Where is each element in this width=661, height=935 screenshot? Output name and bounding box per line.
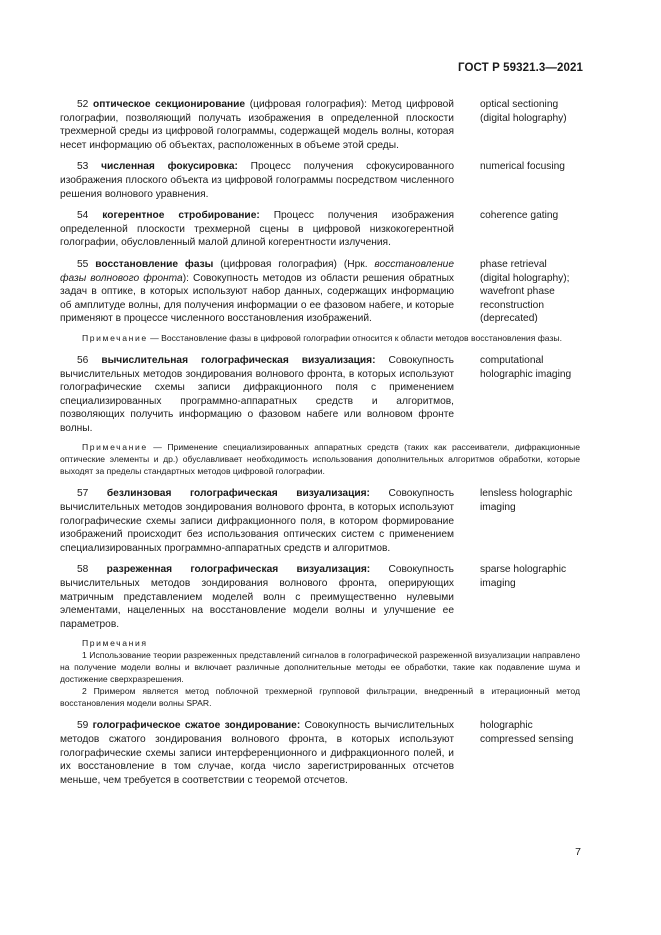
term-definition [60, 160, 454, 201]
note-item-2: 2 Примером является метод поблочной трехмерной групповой фильтрации, внедренный в итерационный метод восстановления модели волны SPAR. [60, 686, 580, 709]
term-title: оптическое секционирование [92, 99, 246, 110]
note-56 [60, 441, 580, 477]
page-number: 7 [575, 846, 581, 858]
definition-text: Совокупность вычислительных методов зондирования волнового фронта, оперирующих матричным представлением моделей волн с преимущественно нулевыми элементами, нацеленных на восстановление модели волны и улучшение ее параметров. [60, 564, 454, 630]
definition-text: (цифровая голография): Метод цифровой голографии, позволяющий получать изображения в определенной плоскости трехмерной среды из цифровой голограммы, содержащей модель волны, которая несет информацию об объектах, расположенных в объеме этой среды. [60, 99, 454, 151]
definition-text: ): Совокупность методов из области решения обратных задач в оптике, в которых используют набор данных, содержащих информацию об амплитуде волны, для получения информации о ее фазовом набеге, и которые применяют в процессе численного восстановления изображений. [60, 272, 454, 325]
term-number: 59 [77, 720, 89, 732]
notes-heading: Примечания [82, 638, 148, 649]
english-equivalent: phase retrieval (digital holography); wavefront phase reconstruction (deprecated) [480, 258, 570, 325]
deprecated-term: восстановление фазы волнового фронта [60, 258, 455, 284]
term-entry-55 [60, 258, 590, 326]
term-number: 52 [77, 99, 89, 110]
term-definition [60, 209, 454, 250]
notes-58 [60, 637, 580, 709]
term-entry-58 [60, 563, 590, 631]
term-title: численная фокусировка: [101, 161, 238, 173]
note-text: — Восстановление фазы в цифровой голографии относится к области методов восстановления фазы. [147, 332, 562, 343]
document-code: ГОСТ Р 59321.3—2021 [458, 62, 583, 74]
note-text: — Применение специализированных аппаратных средств (таких как рассеиватели, дифракционные оптические элементы и др.) обуславливает необходимость использования дополнительных алгоритмов обработки, которые выходят за пределы стандартных методов цифровой голографии. [60, 442, 580, 477]
term-title: разреженная голографическая визуализация: [106, 564, 371, 576]
english-equivalent: sparse holographic imaging [480, 564, 567, 590]
term-entry-52 [60, 98, 590, 152]
term-title: когерентное стробирование: [102, 210, 260, 222]
terms-list [60, 98, 590, 795]
term-number: 54 [77, 210, 89, 222]
term-definition [60, 258, 454, 326]
term-entry-56 [60, 354, 590, 436]
note-label: Примечание [82, 332, 148, 343]
english-equivalent: numerical focusing [480, 161, 565, 173]
note-item-1: 1 Использование теории разреженных представлений сигналов в голографической разреженной визуализации направлено на получение модели волны и включает различные дополнительные методы ее обработки, такие как подавление шума и достижение сверхразрешения. [60, 650, 580, 685]
term-number: 58 [77, 564, 89, 576]
term-definition [60, 563, 454, 631]
term-definition [60, 98, 454, 152]
definition-text: Совокупность вычислительных методов зондирования волнового фронта, в которых используют голографические схемы записи дифракционного поля, в котором формирование изображений происходит без использования оптических систем с применением специализированных программно-аппаратных средств и алгоритмов. [60, 488, 454, 554]
note-55 [60, 332, 580, 344]
term-entry-57 [60, 487, 590, 555]
term-definition [60, 719, 454, 787]
definition-text: (цифровая голография) (Нрк. [213, 258, 375, 270]
term-number: 55 [77, 258, 89, 270]
term-definition [60, 354, 454, 436]
definition-text: Процесс получения сфокусированного изображения плоского объекта из цифровой голограммы посредством численного решения волнового уравнения. [60, 161, 454, 200]
term-entry-59 [60, 719, 590, 787]
term-definition [60, 487, 454, 555]
term-title: голографическое сжатое зондирование: [92, 720, 301, 732]
english-equivalent: computational holographic imaging [480, 354, 572, 380]
term-entry-53 [60, 160, 590, 201]
definition-text: Совокупность вычислительных методов сжатого зондирования волнового фронта, в которых используют голографические схемы записи интерференционного и дифракционного полей, и их восстановление в том случае, когда число зарегистрированных отсчетов меньше, чем требуется в соответствии с теоремой отсчетов. [60, 720, 455, 786]
term-number: 56 [77, 354, 89, 366]
english-equivalent: holographic compressed sensing [480, 720, 574, 745]
term-title: вычислительная голографическая визуализация: [101, 354, 376, 366]
term-title: безлинзовая голографическая визуализация: [106, 488, 370, 500]
note-label: Примечание [82, 442, 148, 453]
definition-text: Процесс получения изображения определенной плоскости трехмерной сцены в цифровой низкокогерентной голографии, обусловленный малой длиной когерентности излучения. [60, 210, 454, 249]
term-number: 57 [77, 488, 89, 500]
term-entry-54 [60, 209, 590, 250]
term-title: восстановление фазы [95, 258, 214, 270]
definition-text: Совокупность вычислительных методов зондирования волнового фронта, в которых используют голографические схемы записи дифракционного поля с применением специализированных программно-аппаратных средств и алгоритмов, позволяющих получить информацию о фазовом набеге или волновом фронте волны. [60, 354, 454, 434]
english-equivalent: lensless holographic imaging [480, 488, 573, 514]
english-equivalent: coherence gating [480, 210, 559, 222]
english-equivalent: optical sectioning (digital holography) [480, 99, 567, 124]
term-number: 53 [77, 161, 89, 173]
